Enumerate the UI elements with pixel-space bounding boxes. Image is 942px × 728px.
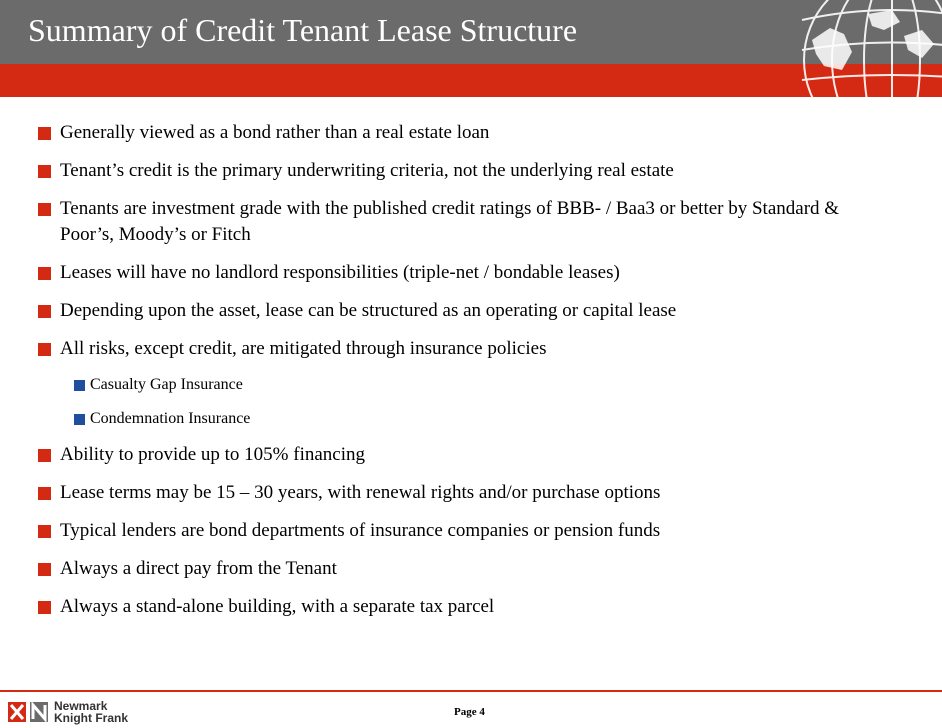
sub-list-item [74, 374, 918, 396]
list-item [38, 480, 918, 506]
list-item [38, 298, 918, 324]
list-item-text: Typical lenders are bond departments of insurance companies or pension funds [60, 520, 661, 541]
list-item [38, 594, 918, 620]
bullet-marker [38, 343, 51, 356]
logo-mark-icon [8, 702, 48, 722]
bullet-marker [38, 203, 51, 216]
bullet-marker [38, 127, 51, 140]
bullet-marker [38, 563, 51, 576]
list-item [38, 556, 918, 582]
list-item-text: Always a direct pay from the Tenant [60, 558, 337, 579]
bullet-marker [38, 601, 51, 614]
page-number: Page 4 [454, 706, 485, 718]
logo-line-1: Newmark [54, 699, 108, 713]
company-logo [8, 700, 148, 724]
bullet-marker [38, 449, 51, 462]
list-item-text: Generally viewed as a bond rather than a real estate loan [60, 122, 490, 143]
bullet-marker [38, 525, 51, 538]
list-item [38, 336, 918, 362]
list-item [38, 158, 918, 184]
sub-list-item-text: Casualty Gap Insurance [90, 376, 243, 393]
sub-list-item [74, 408, 918, 430]
bullet-marker [38, 305, 51, 318]
sub-bullet-marker [74, 414, 85, 425]
list-item-text: Depending upon the asset, lease can be structured as an operating or capital lease [60, 300, 677, 321]
list-item [38, 442, 918, 468]
bullet-marker [38, 165, 51, 178]
sub-bullet-marker [74, 380, 85, 391]
logo-line-2: Knight Frank [54, 711, 128, 725]
list-item-text: Tenant’s credit is the primary underwriting criteria, not the underlying real estate [60, 160, 674, 181]
footer-divider [0, 690, 942, 692]
bullet-list [38, 120, 918, 632]
list-item [38, 518, 918, 544]
globe-icon [772, 0, 942, 97]
list-item-text: Lease terms may be 15 – 30 years, with renewal rights and/or purchase options [60, 482, 661, 503]
bullet-marker [38, 487, 51, 500]
list-item-text: Always a stand-alone building, with a separate tax parcel [60, 596, 495, 617]
page-title: Summary of Credit Tenant Lease Structure [28, 12, 578, 48]
list-item [38, 260, 918, 286]
list-item-text: Leases will have no landlord responsibilities (triple-net / bondable leases) [60, 262, 620, 283]
bullet-marker [38, 267, 51, 280]
list-item-text: Ability to provide up to 105% financing [60, 444, 366, 465]
logo-text [54, 700, 128, 724]
list-item [38, 196, 860, 248]
list-item-text: All risks, except credit, are mitigated through insurance policies [60, 338, 547, 359]
list-item-text: Tenants are investment grade with the published credit ratings of BBB- / Baa3 or better by Standard & Poor’s, Moody’s or Fitch [60, 198, 840, 245]
list-item [38, 120, 918, 146]
sub-list-item-text: Condemnation Insurance [90, 410, 251, 427]
